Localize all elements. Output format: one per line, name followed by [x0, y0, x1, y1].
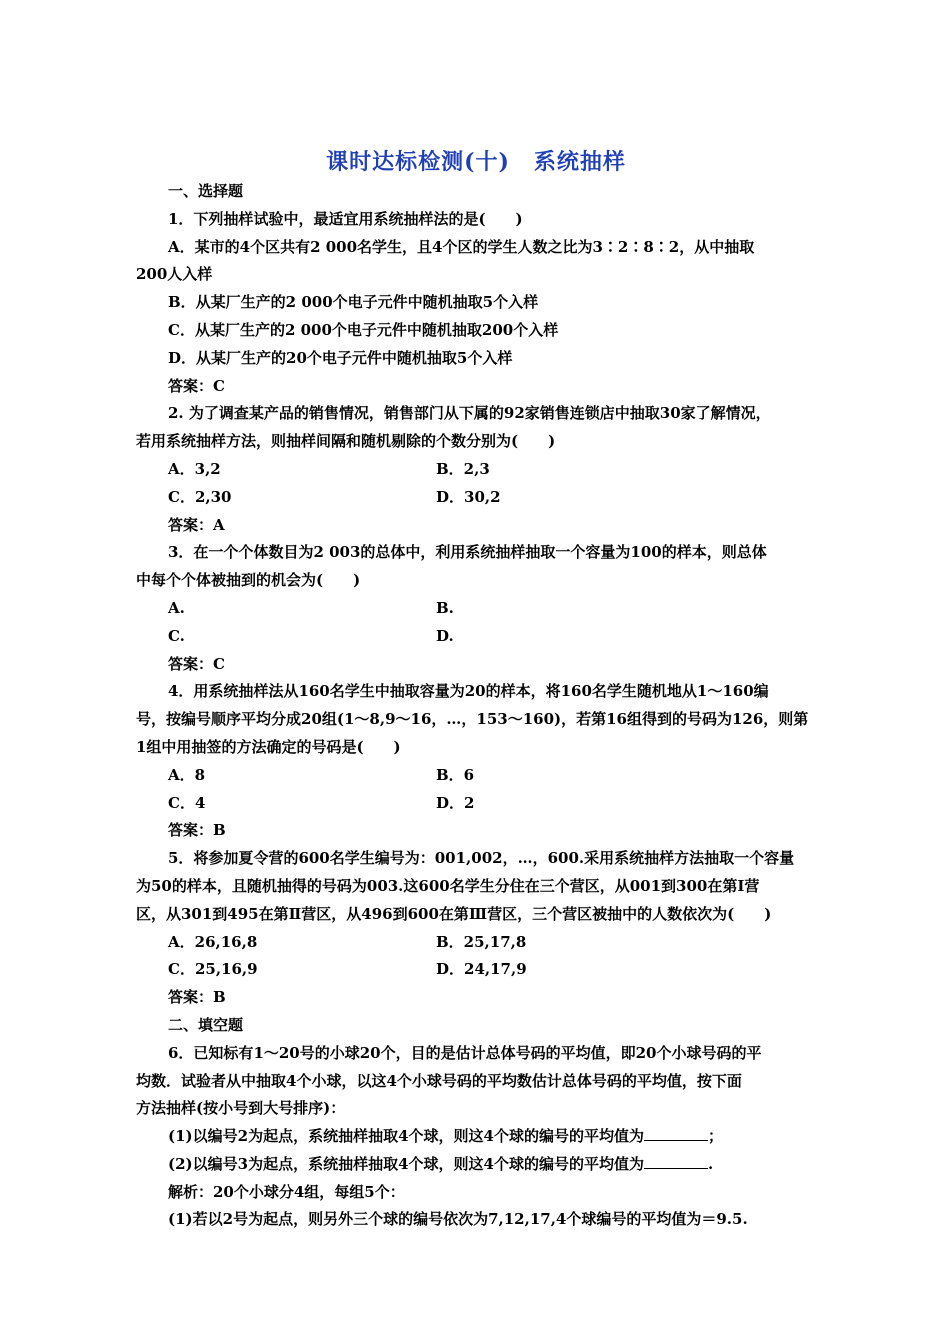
question-5-option-d: D．24,17,9	[436, 960, 527, 979]
question-6-stem-cont-1: 均数．试验者从中抽取4个小球，以这4个小球号码的平均数估计总体号码的平均值，按下面	[136, 1071, 742, 1090]
question-4-options-row-2	[136, 790, 816, 818]
question-5-option-c: C．25,16,9	[168, 960, 258, 979]
question-5-option-a: A．26,16,8	[168, 932, 258, 951]
question-6-part-1-text: (1)以编号2为起点，系统抽样抽取4个球，则这4个球的编号的平均值为	[168, 1127, 644, 1146]
question-1-option-d: D．从某厂生产的20个电子元件中随机抽取5个入样	[168, 348, 513, 367]
question-4-option-c: C．4	[168, 793, 206, 812]
question-6-part-1-end: ；	[707, 1127, 723, 1146]
question-2-option-a: A．3,2	[168, 459, 221, 478]
question-6-part-1	[136, 1123, 816, 1151]
question-4-option-b: B．6	[436, 765, 475, 784]
question-5-stem: 5．将参加夏令营的600名学生编号为：001,002，…，600.采用系统抽样方法抽取一个容量	[168, 849, 795, 868]
question-6-part-2	[136, 1151, 816, 1179]
question-4-stem-cont-2: 1组中用抽签的方法确定的号码是( )	[136, 737, 401, 756]
question-2-stem-cont: 若用系统抽样方法，则抽样间隔和随机剔除的个数分别为( )	[136, 432, 556, 451]
question-5-stem-cont-2: 区，从301到495在第Ⅱ营区，从496到600在第Ⅲ营区，三个营区被抽中的人数依次为( )	[136, 904, 772, 923]
question-4-answer: 答案：B	[168, 821, 226, 840]
question-1-answer: 答案：C	[168, 376, 225, 395]
question-6-analysis: 解析：20个小球分4组，每组5个：	[168, 1182, 405, 1201]
question-5-options-row-2	[136, 956, 816, 984]
question-4-stem-cont-1: 号，按编号顺序平均分成20组(1～8,9～16，…，153～160)，若第16组得到的号码为126，则第	[136, 710, 809, 729]
question-2-options-row-1	[136, 456, 816, 484]
question-3-stem: 3．在一个个体数目为2 003的总体中，利用系统抽样抽取一个容量为100的样本，则总体	[168, 543, 767, 562]
answer-blank-2	[644, 1153, 708, 1169]
question-6-stem: 6．已知标有1～20号的小球20个，目的是估计总体号码的平均值，即20个小球号码的平	[168, 1043, 762, 1062]
question-6-part-2-end: .	[707, 1154, 714, 1173]
section-heading-fill: 二、填空题	[168, 1015, 244, 1034]
section-heading-choice: 一、选择题	[168, 182, 244, 200]
question-6-stem-cont-2: 方法抽样(按小号到大号排序)：	[136, 1099, 346, 1118]
question-6-part-2-text: (2)以编号3为起点，系统抽样抽取4个球，则这4个球的编号的平均值为	[168, 1154, 644, 1173]
question-1-option-c: C．从某厂生产的2 000个电子元件中随机抽取200个入样	[168, 320, 559, 339]
question-5-answer: 答案：B	[168, 988, 226, 1007]
question-5-options-row-1	[136, 929, 816, 957]
question-3-answer: 答案：C	[168, 654, 225, 673]
question-2-option-d: D．30,2	[436, 487, 501, 506]
question-2-answer: 答案：A	[168, 515, 225, 534]
question-4-options-row-1	[136, 762, 816, 790]
question-4-option-a: A．8	[168, 765, 206, 784]
question-3-option-b: B.	[436, 598, 454, 617]
answer-blank-1	[644, 1125, 708, 1141]
page-title	[136, 146, 816, 178]
question-1-option-a-cont: 200人入样	[136, 265, 213, 284]
title-main: 课时达标检测(十)	[326, 149, 510, 175]
question-2-option-c: C．2,30	[168, 487, 232, 506]
question-3-option-d: D.	[436, 626, 454, 645]
question-2-options-row-2	[136, 484, 816, 512]
question-3-options-row-1	[136, 595, 816, 623]
question-4-stem: 4．用系统抽样法从160名学生中抽取容量为20的样本，将160名学生随机地从1～160编	[168, 682, 769, 701]
question-5-option-b: B．25,17,8	[436, 932, 527, 951]
question-3-options-row-2	[136, 623, 816, 651]
question-1-option-a: A．某市的4个区共有2 000名学生，且4个区的学生人数之比为3∶2∶8∶2，从中抽取	[168, 237, 755, 256]
title-sub: 系统抽样	[533, 149, 626, 175]
question-6-solution-1: (1)若以2号为起点，则另外三个球的编号依次为7,12,17,4个球编号的平均值为＝9.5.	[168, 1210, 748, 1229]
question-4-option-d: D．2	[436, 793, 475, 812]
question-3-option-a: A.	[168, 598, 185, 617]
question-3-option-c: C.	[168, 626, 185, 645]
question-3-stem-cont: 中每个个体被抽到的机会为( )	[136, 571, 361, 590]
question-1-stem: 1．下列抽样试验中，最适宜用系统抽样法的是( )	[168, 209, 523, 228]
document-page	[136, 146, 816, 1234]
question-1-option-b: B．从某厂生产的2 000个电子元件中随机抽取5个入样	[168, 293, 539, 312]
question-5-stem-cont-1: 为50的样本，且随机抽得的号码为003.这600名学生分住在三个营区，从001到300在第Ⅰ营	[136, 876, 760, 895]
question-2-option-b: B．2,3	[436, 459, 490, 478]
question-2-stem: 2. 为了调查某产品的销售情况，销售部门从下属的92家销售连锁店中抽取30家了解情况，	[168, 404, 771, 423]
